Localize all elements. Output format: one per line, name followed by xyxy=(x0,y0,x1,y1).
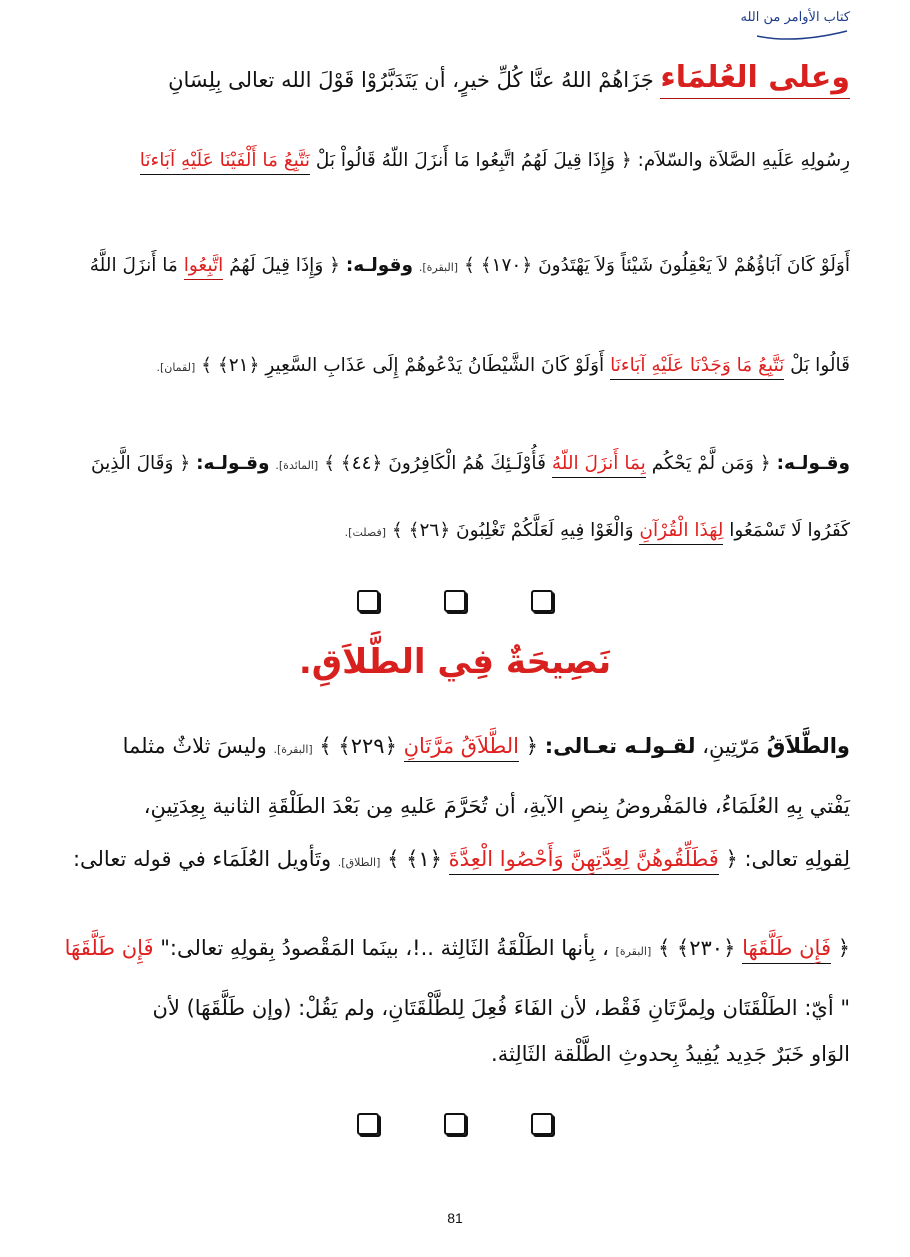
paragraph-line-7 xyxy=(45,730,850,766)
quran-highlight: نَتَّبِعُ مَا وَجَدْنَا عَلَيْهِ آبَاءنَا xyxy=(610,355,784,380)
header-swoosh-icon xyxy=(755,28,850,42)
text: أَوَلَوْ كَانَ آبَاؤُهُمْ لاَ يَعْقِلُونَ شَيْئاً وَلاَ يَهْتَدُونَ ﴿١٧٠﴾ ﴾ xyxy=(463,255,850,276)
surah-reference: [فصلت]. xyxy=(344,526,386,539)
text: الوَاو خَبَرٌ جَدِيد يُفِيدُ بِحدوثِ الطَّلْقة الثَالِثة. xyxy=(491,1042,850,1066)
quran-highlight: لِهَذَا الْقُرْآنِ xyxy=(639,520,723,545)
paragraph-line-8 xyxy=(45,790,850,822)
divider-square-icon xyxy=(444,590,466,612)
text: كَفَرُوا لَا تَسْمَعُوا xyxy=(729,520,850,541)
paragraph-line-10 xyxy=(45,932,850,968)
quran-highlight: فَإِن طَلَّقَهَا xyxy=(64,936,154,960)
section-divider xyxy=(0,590,910,616)
label-his-saying: وقـولـه: xyxy=(196,453,270,474)
divider-square-icon xyxy=(531,1113,553,1135)
quran-highlight: الطَّلاَقُ مَرَّتَانِ xyxy=(404,734,519,762)
text: يَفْتي بِهِ العُلَمَاءُ، فالمَفْروضُ بِنصِ الآيةِ، أن تُحَرَّمَ عَليهِ مِن بَعْدَ الطَلْقَةِ الثانية بِعِدَتِينِ، xyxy=(143,794,850,818)
text: ﴿ xyxy=(725,847,738,871)
text: ﴿٢٣٠﴾ ﴾ xyxy=(657,936,736,960)
surah-reference: [البقرة]. xyxy=(273,743,313,756)
paragraph-line-1 xyxy=(45,62,850,96)
text: أَوَلَوْ كَانَ الشَّيْطَانُ يَدْعُوهُمْ إِلَى عَذَابِ السَّعِيرِ ﴿٢١﴾ ﴾ xyxy=(201,355,605,376)
surah-reference: [لقمان]. xyxy=(156,361,196,374)
text: ﴿ وَقَالَ الَّذِينَ xyxy=(91,453,191,474)
paragraph-line-2 xyxy=(45,145,850,177)
surah-reference: [البقرة]. xyxy=(418,261,459,274)
divider-square-icon xyxy=(444,1113,466,1135)
text: مَا أَنزَلَ اللَّهُ xyxy=(89,255,178,276)
paragraph-line-9 xyxy=(45,843,850,879)
quran-highlight: فَطَلِّقُوهُنَّ لِعِدَّتِهِنَّ وَأَحْصُوا الْعِدَّةَ xyxy=(449,847,719,875)
text: ﴿ xyxy=(837,936,850,960)
section-title: نَصِيحَةٌ فِي الطَّلاَقِ. xyxy=(298,642,612,682)
paragraph-line-11 xyxy=(45,992,850,1024)
paragraph-line-5 xyxy=(45,448,850,482)
quran-highlight: فَإِن طَلَّقَهَا xyxy=(742,936,831,964)
text: ﴿ وَمَن لَّمْ يَحْكُم xyxy=(651,453,771,474)
text: وَالْغَوْا فِيهِ لَعَلَّكُمْ تَغْلِبُونَ ﴿٢٦﴾ ﴾ xyxy=(391,520,634,541)
surah-reference: [الطلاق]. xyxy=(337,856,381,869)
label-his-saying: وقـولـه: xyxy=(776,453,850,474)
surah-reference: [المائدة]. xyxy=(275,459,319,472)
divider-square-icon xyxy=(357,590,379,612)
paragraph-line-3 xyxy=(45,250,850,284)
text: ﴿ xyxy=(525,734,539,758)
divider-square-icon xyxy=(357,1113,379,1135)
text: فَأُوْلَـئِكَ هُمُ الْكَافِرُونَ ﴿٤٤﴾ ﴾ xyxy=(324,453,546,474)
text: والطَّلاَقُ xyxy=(766,734,850,758)
heading-scholars: وعلى العُلمَاء xyxy=(660,60,850,99)
page-number: 81 xyxy=(447,1210,463,1226)
text: وليسَ ثلاثٌ مثلما xyxy=(122,734,267,758)
text: وتَأويل العُلَمَاء في قوله تعالى: xyxy=(72,847,332,871)
text: لِقولِهِ تعالى: xyxy=(744,847,850,871)
paragraph-line-6 xyxy=(45,515,850,549)
paragraph-line-4 xyxy=(45,350,850,384)
text: قَالُوا بَلْ xyxy=(790,355,850,376)
quran-highlight: نَتَّبِعُ مَا أَلْفَيْنَا عَلَيْهِ آبَاءنَا xyxy=(140,150,310,175)
text: رِسُولِهِ عَلَيهِ الصَّلاَة والسّلاَم: ﴿ وَإِذَا قِيلَ لَهُمُ اتَّبِعُوا مَا أَنزَلَ اللّهُ قَالُواْ بَلْ xyxy=(315,150,850,171)
text: جَزَاهُمْ اللهُ عنَّا كُلِّ خيرٍ، أن يَتَدَبَّرُوْا قَوْلَ الله تعالى بِلِسَانِ xyxy=(168,68,654,92)
label-his-saying: لقـولـه تعـالى: xyxy=(544,734,696,758)
surah-reference: [البقرة] xyxy=(615,945,652,958)
quran-highlight: اتَّبِعُوا xyxy=(184,255,224,280)
text: ﴿٢٢٩﴾ ﴾ xyxy=(319,734,397,758)
text: " أيّ: الطَلْقَتَان ولِمرَّتَانِ فَقْط، لأن الفَاءَ فُعِلَ لِلطَّلْقَتَانِ، ولم يَقُلْ: (وإن طَلَّقَهَا) لأن xyxy=(152,996,850,1020)
running-header: كتاب الأوامر من الله xyxy=(740,10,850,25)
text: ﴿١﴾ ﴾ xyxy=(387,847,442,871)
divider-square-icon xyxy=(531,590,553,612)
paragraph-line-12 xyxy=(45,1038,850,1070)
text: ، بِأنها الطَلْقَةُ الثَالِثة ..!، بينَما المَقْصودُ بِقولِهِ تعالى:" xyxy=(160,936,609,960)
section-divider xyxy=(0,1113,910,1139)
text: مَرّتِينِ، xyxy=(702,734,760,758)
label-his-saying: وقولـه: xyxy=(345,255,413,276)
text: ﴿ وَإِذَا قِيلَ لَهُمُ xyxy=(229,255,340,276)
quran-highlight: بِمَا أَنزَلَ اللّهُ xyxy=(552,453,646,478)
